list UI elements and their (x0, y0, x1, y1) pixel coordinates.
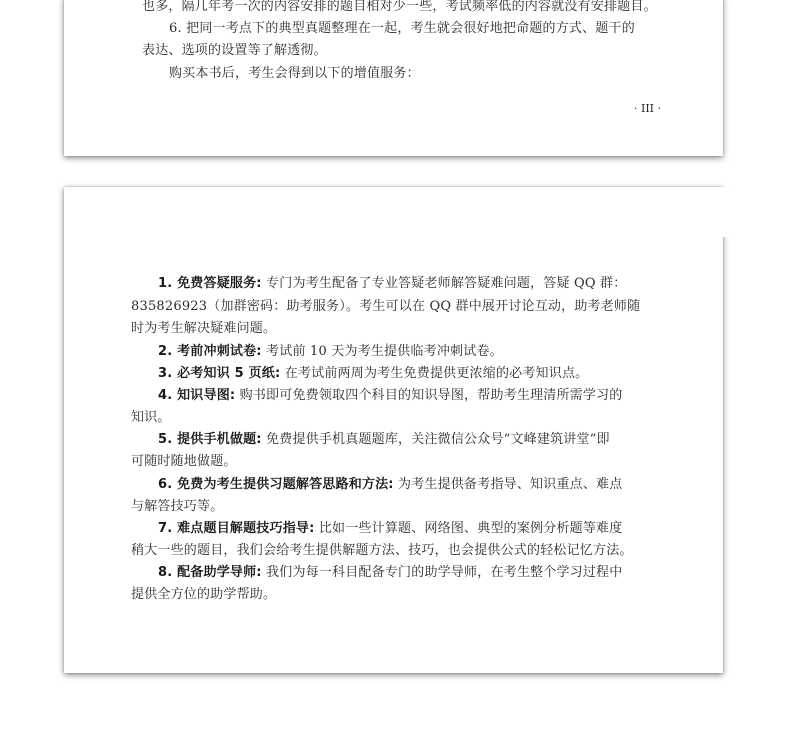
service-item-text: 为考生提供备考指导、知识重点、难点 (393, 477, 623, 492)
service-item-heading: 2. 考前冲刺试卷: (158, 344, 262, 359)
service-item-2 (131, 341, 503, 363)
service-item-6 (131, 474, 622, 496)
service-item-8 (131, 562, 622, 584)
service-item-text: 免费提供手机真题题库，关注微信公众号“文峰建筑讲堂”即 (261, 432, 610, 447)
text-line: 购买本书后，考生会得到以下的增值服务： (169, 66, 420, 81)
service-item-heading: 8. 配备助学导师: (158, 565, 262, 580)
service-item-5 (131, 429, 610, 451)
service-item-text: 在考试前两周为考生免费提供更浓缩的必考知识点。 (280, 366, 589, 381)
service-item-heading: 1. 免费答疑服务: (158, 276, 262, 291)
text-line: 6. 把同一考点下的典型真题整理在一起，考生就会很好地把命题的方式、题干的 (169, 21, 635, 36)
current-page (64, 187, 723, 673)
service-item-heading: 5. 提供手机做题: (158, 432, 262, 447)
service-item-text: 考试前 10 天为考生提供临考冲刺试卷。 (261, 344, 503, 359)
service-item-continuation: 可随时随地做题。 (131, 454, 237, 469)
service-item-continuation: 提供全方位的助学帮助。 (131, 587, 277, 602)
service-item-heading: 4. 知识导图: (158, 388, 236, 403)
page-edge (723, 187, 733, 237)
text-line: 也多，隔几年考一次的内容安排的题目相对少一些，考试频率低的内容就没有安排题目。 (142, 0, 657, 14)
page-number: · III · (634, 102, 662, 115)
service-item-continuation: 与解答技巧等。 (131, 499, 224, 514)
service-item-continuation: 知识。 (131, 410, 171, 425)
service-item-continuation: 稍大一些的题目，我们会给考生提供解题方法、技巧，也会提供公式的轻松记忆方法。 (131, 543, 633, 558)
service-item-continuation: 时为考生解决疑难问题。 (131, 321, 277, 336)
previous-page (64, 0, 723, 156)
service-item-7 (131, 518, 622, 540)
service-item-text: 我们为每一科目配备专门的助学导师，在考生整个学习过程中 (261, 565, 623, 580)
service-item-text: 专门为考生配备了专业答疑老师解答疑难问题，答疑 QQ 群： (261, 276, 627, 291)
service-item-heading: 3. 必考知识 5 页纸: (158, 366, 281, 381)
service-item-text: 比如一些计算题、网络图、典型的案例分析题等难度 (314, 521, 623, 536)
service-item-heading: 6. 免费为考生提供习题解答思路和方法: (158, 477, 394, 492)
service-item-4 (131, 385, 622, 407)
service-item-3 (131, 363, 588, 385)
service-item-heading: 7. 难点题目解题技巧指导: (158, 521, 315, 536)
service-item-text: 购书即可免费领取四个科目的知识导图，帮助考生理清所需学习的 (235, 388, 623, 403)
service-item-continuation: 835826923（加群密码：助考服务）。考生可以在 QQ 群中展开讨论互动，助考老师随 (131, 299, 641, 314)
service-item-1 (131, 273, 626, 295)
text-line: 表达、选项的设置等了解透彻。 (142, 43, 327, 58)
